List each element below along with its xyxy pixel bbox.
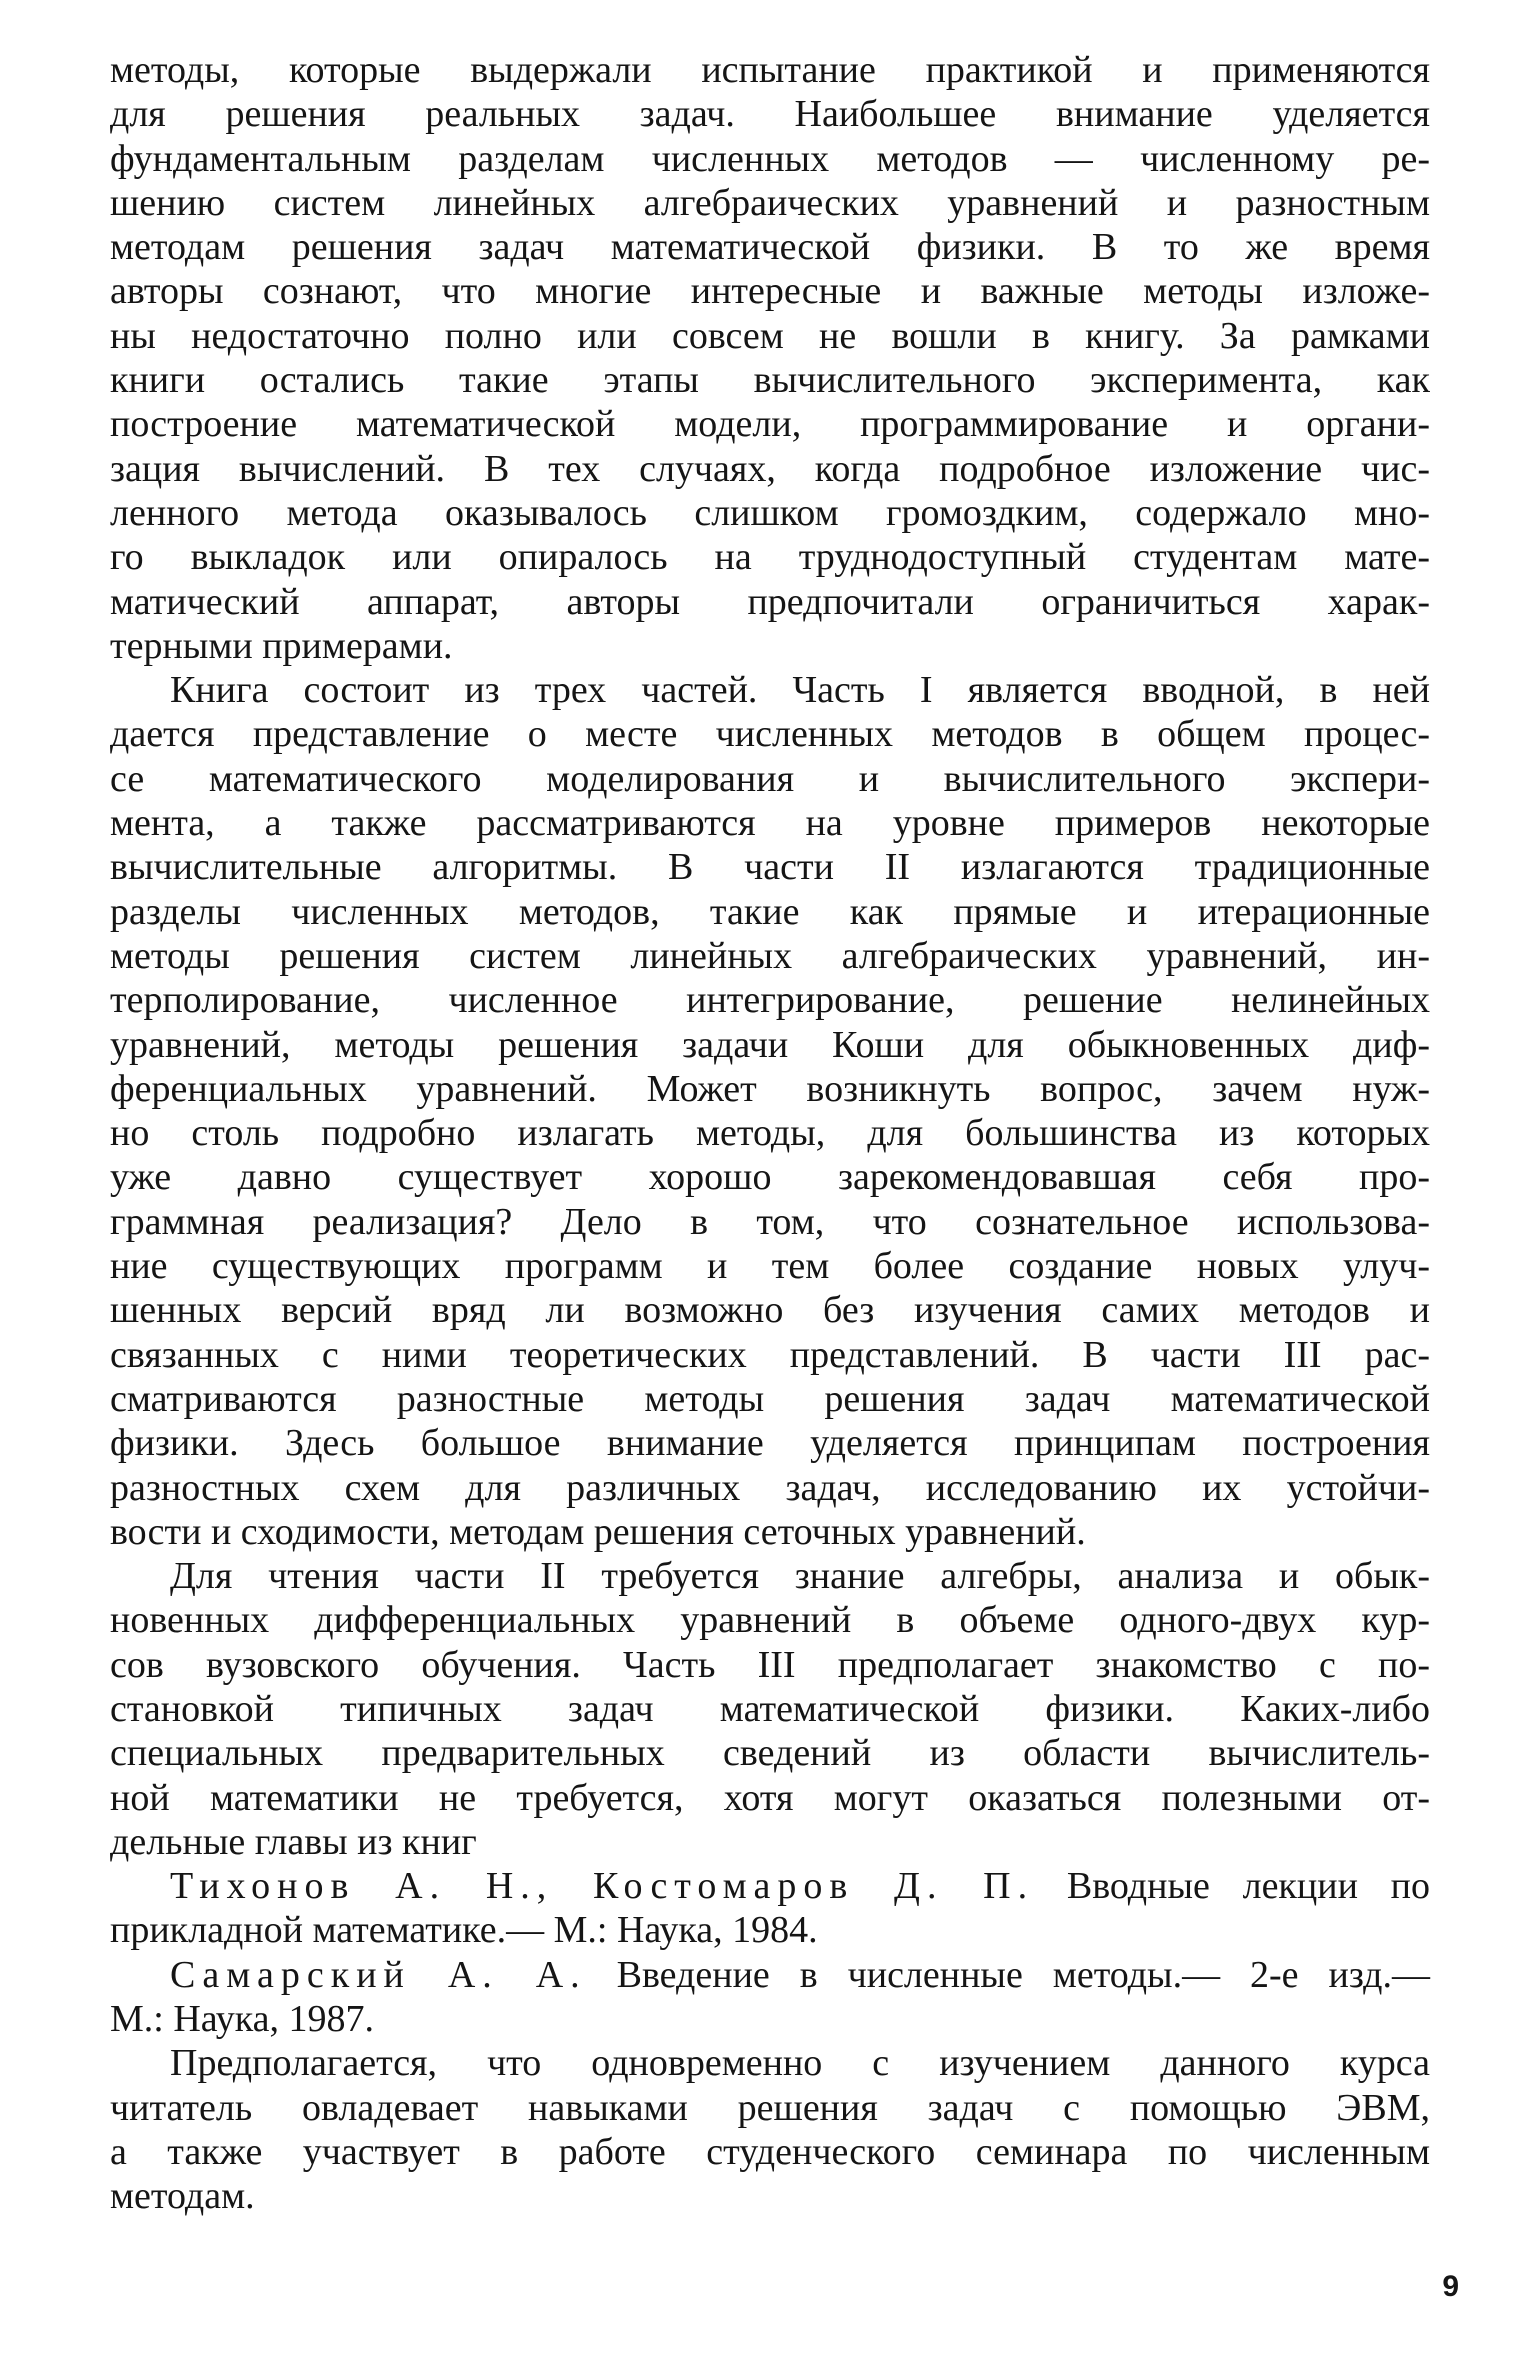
text-line: Предполагается, что одновременно с изучением данного курса (170, 2042, 1430, 2085)
paragraph-3 (110, 1554, 1430, 1864)
page-body (110, 48, 1430, 2219)
reference-1 (110, 1864, 1430, 1953)
text-line: терными примерами. (110, 624, 453, 667)
text-line: ференциальных уравнений. Может возникнуть вопрос, зачем нуж- (110, 1067, 1430, 1110)
text-line: сов вузовского обучения. Часть III предполагает знакомство с по- (110, 1643, 1430, 1686)
text-line: шенных версий вряд ли возможно без изучения самих методов и (110, 1289, 1430, 1332)
text-line: для решения реальных задач. Наибольшее внимание уделяется (110, 93, 1430, 136)
text-line: го выкладок или опиралось на труднодоступный студентам мате- (110, 536, 1430, 579)
reference-author: Тихонов А. Н., Костомаров Д. П. (170, 1865, 1035, 1908)
text-line: М.: Наука, 1987. (110, 1998, 374, 2041)
text-line: связанных с ними теоретических представлений. В части III рас- (110, 1333, 1430, 1376)
paragraph-2 (110, 668, 1430, 1554)
text-line: ной математики не требуется, хотя могут оказаться полезными от- (110, 1776, 1430, 1819)
text-line: методам решения задач математической физики. В то же время (110, 226, 1430, 269)
text-line: фундаментальным разделам численных методов — численному ре- (110, 137, 1430, 180)
text-line: Для чтения части II требуется знание алгебры, анализа и обык- (170, 1555, 1430, 1598)
paragraph-1 (110, 48, 1430, 668)
text-line: сматриваются разностные методы решения задач математической (110, 1377, 1430, 1420)
text-line: уравнений, методы решения задачи Коши для обыкновенных диф- (110, 1023, 1430, 1066)
text-line: построение математической модели, программирование и органи- (110, 403, 1430, 446)
paragraph-4 (110, 2041, 1430, 2218)
text-line: вычислительные алгоритмы. В части II излагаются традиционные (110, 846, 1430, 889)
text-line: ны недостаточно полно или совсем не вошли в книгу. За рамками (110, 314, 1430, 357)
text-line: дельные главы из книг (110, 1820, 477, 1863)
reference-2 (110, 1953, 1430, 2042)
text-line: методам. (110, 2175, 255, 2218)
reference-title: Введение в численные методы.— 2-е изд.— (586, 1953, 1430, 1996)
text-line: разностных схем для различных задач, исследованию их устойчи- (110, 1466, 1430, 1509)
text-line: прикладной математике.— М.: Наука, 1984. (110, 1909, 818, 1952)
text-line: се математического моделирования и вычислительного экспери- (110, 757, 1430, 800)
text-line: зация вычислений. В тех случаях, когда подробное изложение чис- (110, 447, 1430, 490)
reference-author: Самарский А. А. (170, 1953, 587, 1996)
text-line (110, 1864, 1430, 1908)
text-line: терполирование, численное интегрирование, решение нелинейных (110, 979, 1430, 1022)
page-number: 9 (1442, 2270, 1459, 2303)
text-line: дается представление о месте численных методов в общем процес- (110, 713, 1430, 756)
text-line: физики. Здесь большое внимание уделяется принципам построения (110, 1422, 1430, 1465)
text-line: граммная реализация? Дело в том, что сознательное использова- (110, 1200, 1430, 1243)
text-line: шению систем линейных алгебраических уравнений и разностным (110, 181, 1430, 224)
text-line: методы решения систем линейных алгебраических уравнений, ин- (110, 934, 1430, 977)
text-line: читатель овладевает навыками решения задач с помощью ЭВМ, (110, 2086, 1430, 2129)
text-line: Книга состоит из трех частей. Часть I является вводной, в ней (170, 669, 1430, 712)
text-line: а также участвует в работе студенческого семинара по численным (110, 2130, 1430, 2173)
text-line: новенных дифференциальных уравнений в объеме одного-двух кур- (110, 1599, 1430, 1642)
text-line: вости и сходимости, методам решения сеточных уравнений. (110, 1510, 1086, 1553)
text-line: матический аппарат, авторы предпочитали ограничиться харак- (110, 580, 1430, 623)
text-line: авторы сознают, что многие интересные и важные методы изложе- (110, 270, 1430, 313)
text-line (110, 1953, 1430, 1997)
text-line: становкой типичных задач математической физики. Каких-либо (110, 1687, 1430, 1730)
text-line: ленного метода оказывалось слишком громоздким, содержало мно- (110, 491, 1430, 534)
text-line: методы, которые выдержали испытание практикой и применяются (110, 49, 1430, 91)
text-line: книги остались такие этапы вычислительного эксперимента, как (110, 359, 1430, 402)
text-line: уже давно существует хорошо зарекомендовавшая себя про- (110, 1156, 1430, 1199)
text-line: разделы численных методов, такие как прямые и итерационные (110, 890, 1430, 933)
reference-title: Вводные лекции по (1034, 1865, 1430, 1908)
text-line: мента, а также рассматриваются на уровне примеров некоторые (110, 802, 1430, 845)
text-line: ние существующих программ и тем более создание новых улуч- (110, 1245, 1430, 1288)
text-line: но столь подробно излагать методы, для большинства из которых (110, 1112, 1430, 1155)
text-line: специальных предварительных сведений из области вычислитель- (110, 1732, 1430, 1775)
